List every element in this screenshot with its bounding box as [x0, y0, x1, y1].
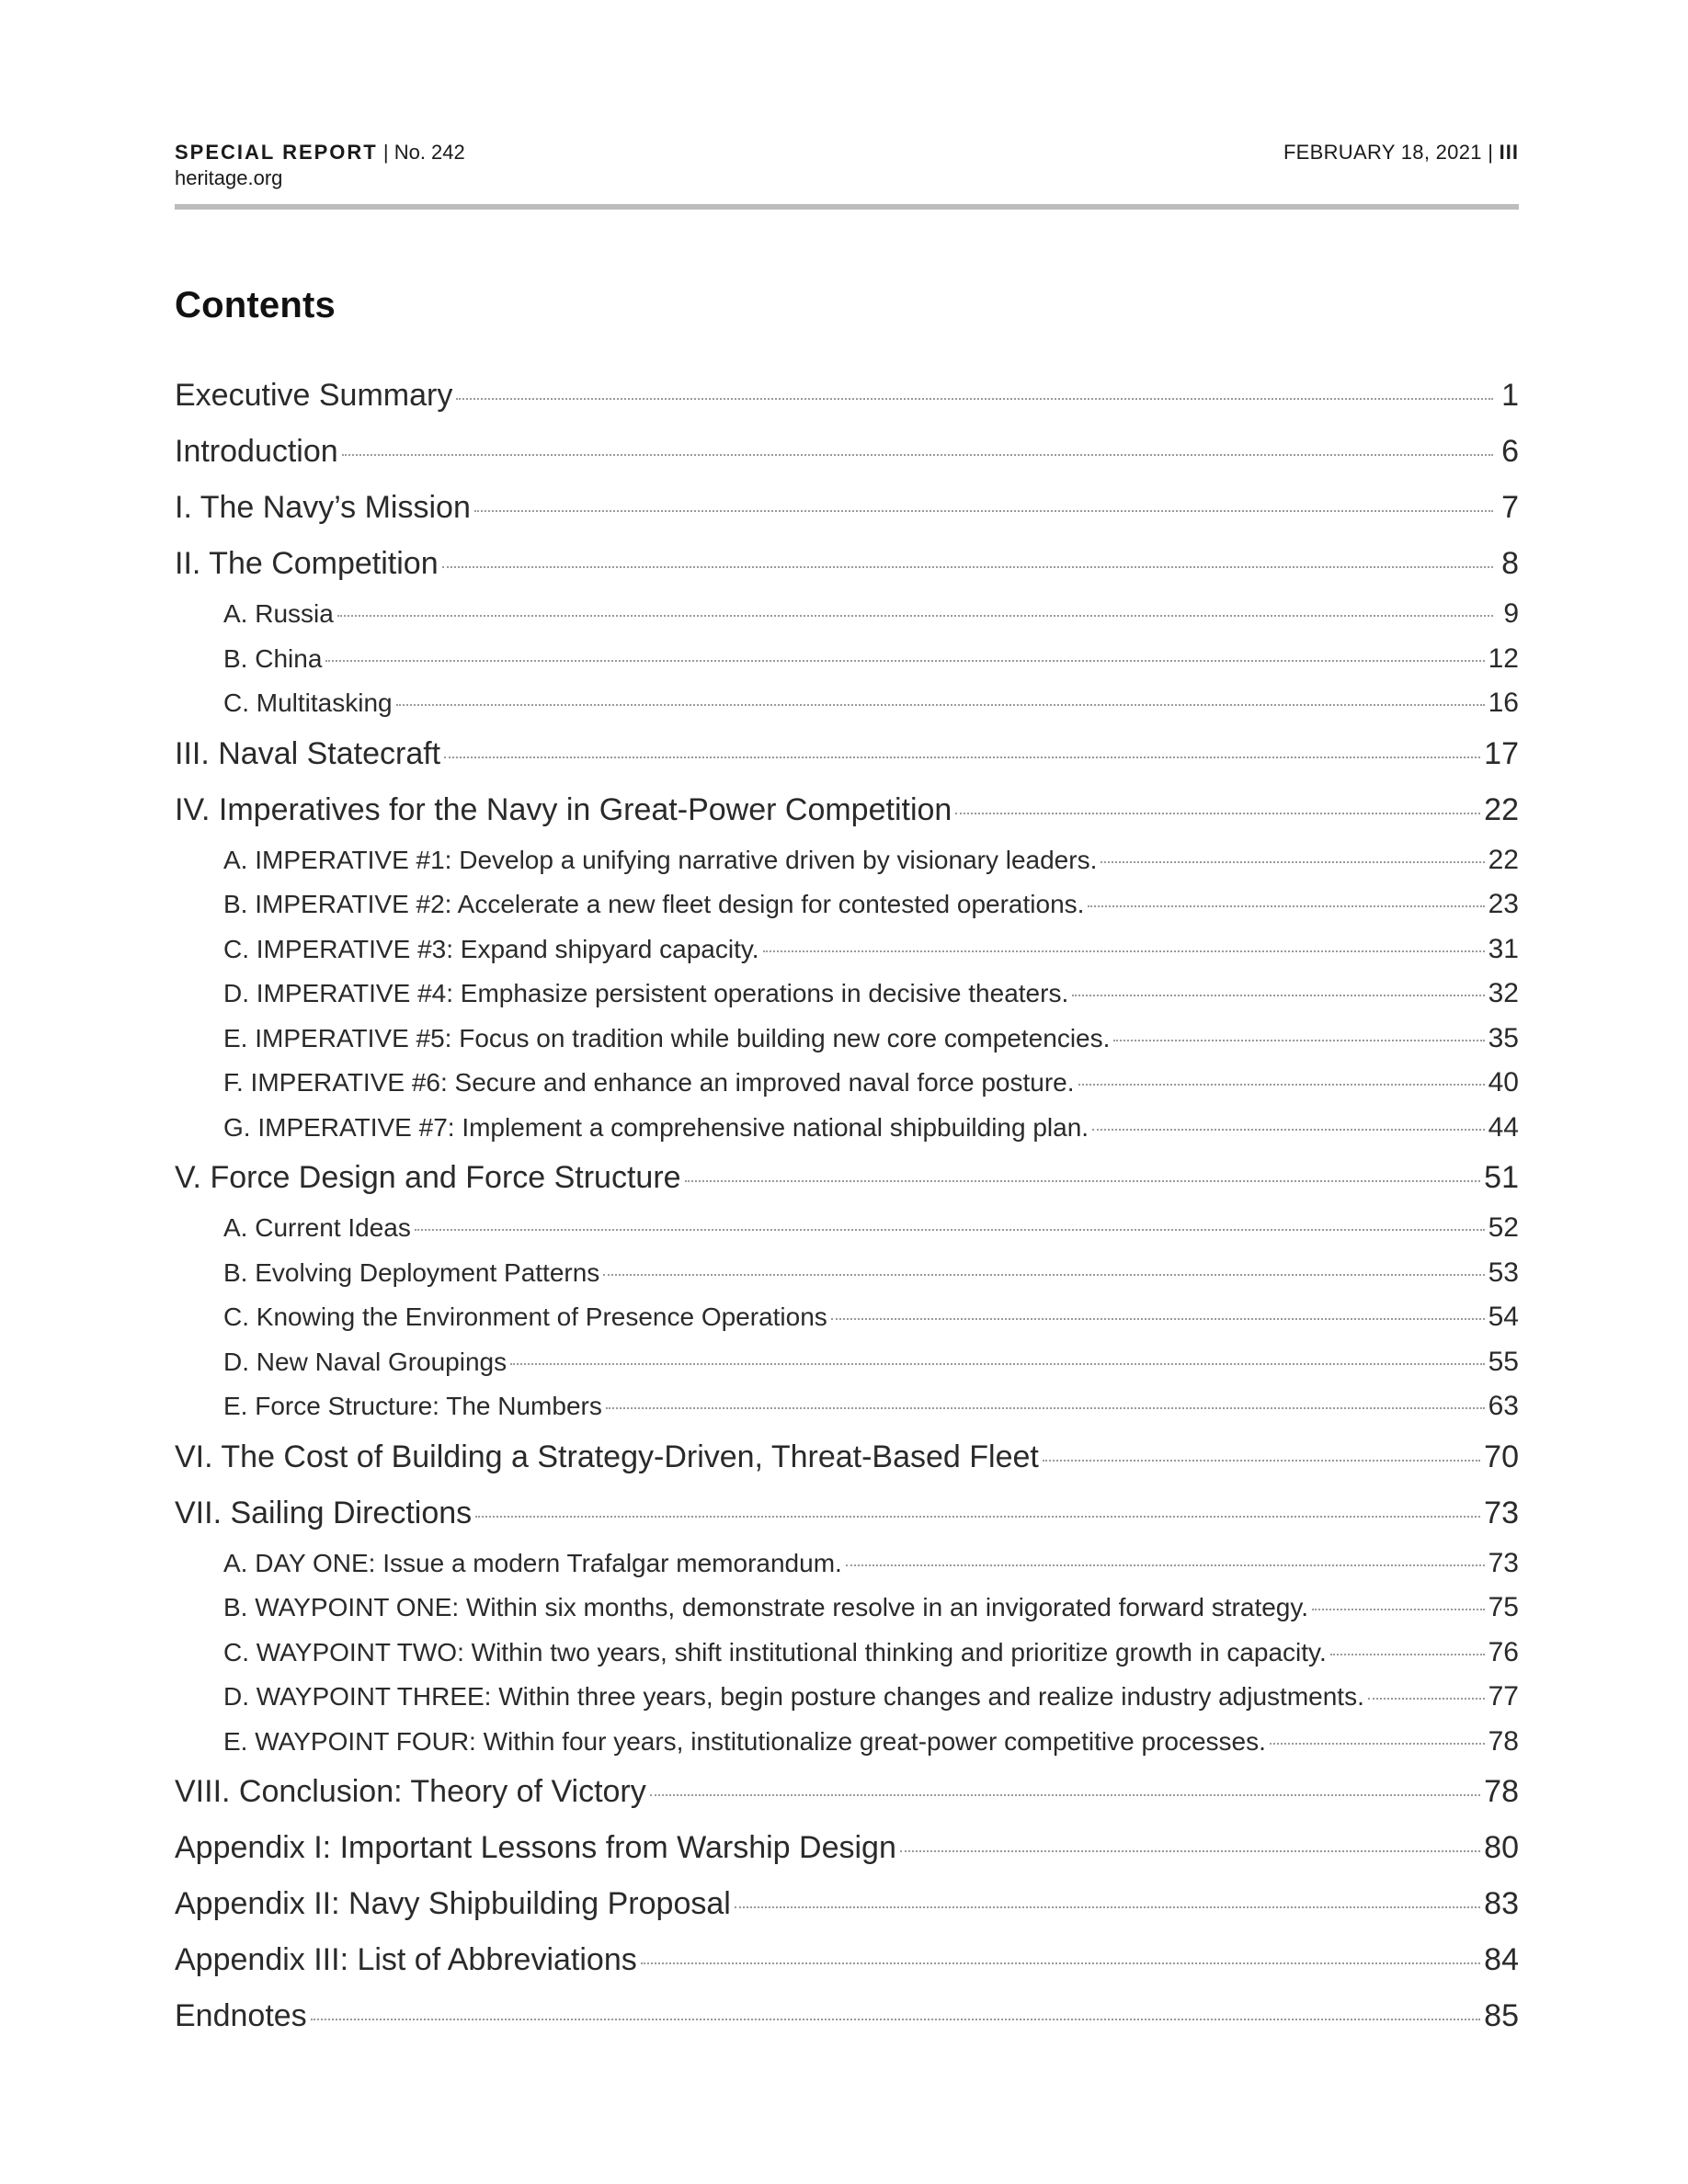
toc-entry-page-number: 1 [1501, 378, 1519, 413]
toc-section-entry[interactable] [175, 1150, 1519, 1206]
report-date: FEBRUARY 18, 2021 [1283, 141, 1482, 164]
toc-subsection-entry[interactable] [175, 637, 1519, 682]
toc-entry-page-number: 16 [1488, 688, 1519, 718]
dot-leader [1092, 1129, 1485, 1131]
dot-leader [1330, 1654, 1485, 1655]
toc-entry-page-number: 83 [1484, 1886, 1519, 1921]
toc-section-entry[interactable] [175, 368, 1519, 424]
toc-entry-label: Executive Summary [175, 378, 453, 413]
toc-entry-label: A. IMPERATIVE #1: Develop a unifying narrative driven by visionary leaders. [223, 845, 1098, 874]
toc-entry-label: E. IMPERATIVE #5: Focus on tradition while building new core competencies. [223, 1023, 1111, 1052]
dot-leader [415, 1229, 1485, 1231]
header-rule [175, 204, 1519, 210]
toc-entry-label: B. IMPERATIVE #2: Accelerate a new fleet design for contested operations. [223, 890, 1085, 918]
dot-leader [1078, 1084, 1485, 1086]
toc-entry-page-number: 73 [1488, 1547, 1519, 1578]
toc-entry-page-number: 51 [1484, 1160, 1519, 1195]
toc-entry-page-number: 32 [1488, 978, 1519, 1008]
dot-leader [1113, 1040, 1484, 1041]
dot-leader [1088, 905, 1484, 907]
document-page [175, 138, 1519, 2033]
toc-subsection-entry[interactable] [175, 1340, 1519, 1385]
toc-section-entry[interactable] [175, 536, 1519, 592]
toc-subsection-entry[interactable] [175, 1541, 1519, 1587]
toc-entry-page-number: 17 [1484, 735, 1519, 771]
toc-section-entry[interactable] [175, 726, 1519, 782]
toc-subsection-entry[interactable] [175, 1206, 1519, 1251]
toc-section-entry[interactable] [175, 782, 1519, 838]
toc-entry-label: D. New Naval Groupings [223, 1347, 508, 1376]
table-of-contents [175, 368, 1519, 2044]
toc-entry-label: A. DAY ONE: Issue a modern Trafalgar memorandum. [223, 1548, 842, 1577]
toc-entry-page-number: 31 [1488, 933, 1519, 964]
dot-leader [641, 1962, 1480, 1964]
toc-entry-label: VIII. Conclusion: Theory of Victory [175, 1774, 646, 1809]
toc-entry-page-number: 44 [1488, 1111, 1519, 1143]
dot-leader [606, 1407, 1485, 1409]
toc-entry-label: VI. The Cost of Building a Strategy-Driven, Threat-Based Fleet [175, 1439, 1039, 1474]
toc-entry-label: C. IMPERATIVE #3: Expand shipyard capacity. [223, 934, 759, 963]
toc-subsection-entry[interactable] [175, 681, 1519, 726]
toc-entry-label: Endnotes [175, 1998, 307, 2033]
toc-entry-label: D. IMPERATIVE #4: Emphasize persistent operations in decisive theaters. [223, 979, 1069, 1007]
dot-leader [1101, 861, 1484, 863]
toc-subsection-entry[interactable] [175, 882, 1519, 927]
toc-subsection-entry[interactable] [175, 1384, 1519, 1429]
toc-entry-page-number: 6 [1501, 434, 1519, 469]
toc-section-entry[interactable] [175, 1820, 1519, 1876]
toc-entry-label: A. Russia [223, 599, 334, 628]
dot-leader [342, 454, 1493, 456]
dot-leader [685, 1180, 1481, 1182]
toc-entry-label: B. China [223, 643, 323, 673]
dot-leader [1072, 995, 1484, 996]
toc-entry-label: C. Multitasking [223, 688, 393, 717]
dot-leader [337, 615, 1493, 617]
toc-entry-page-number: 22 [1484, 791, 1519, 827]
toc-entry-label: IV. Imperatives for the Navy in Great-Power Competition [175, 791, 952, 827]
toc-entry-page-number: 78 [1484, 1774, 1519, 1809]
toc-section-entry[interactable] [175, 1988, 1519, 2044]
toc-subsection-entry[interactable] [175, 1586, 1519, 1631]
toc-entry-label: Appendix II: Navy Shipbuilding Proposal [175, 1886, 731, 1921]
contents-title: Contents [175, 285, 336, 325]
toc-entry-page-number: 40 [1488, 1067, 1519, 1098]
toc-entry-page-number: 23 [1488, 889, 1519, 919]
toc-entry-page-number: 35 [1488, 1022, 1519, 1053]
toc-section-entry[interactable] [175, 1764, 1519, 1820]
dot-leader [1312, 1609, 1485, 1610]
dot-leader [1043, 1460, 1480, 1462]
dot-leader [474, 510, 1493, 512]
header-separator: | [382, 141, 394, 164]
toc-entry-page-number: 22 [1488, 844, 1519, 875]
toc-entry-label: C. Knowing the Environment of Presence Operations [223, 1302, 827, 1331]
toc-entry-label: II. The Competition [175, 546, 439, 581]
dot-leader [603, 1274, 1484, 1276]
toc-subsection-entry[interactable] [175, 927, 1519, 973]
toc-entry-page-number: 55 [1488, 1346, 1519, 1377]
toc-subsection-entry[interactable] [175, 1106, 1519, 1151]
toc-subsection-entry[interactable] [175, 838, 1519, 883]
dot-leader [763, 950, 1485, 952]
toc-entry-page-number: 12 [1488, 643, 1519, 674]
toc-subsection-entry[interactable] [175, 1631, 1519, 1676]
toc-subsection-entry[interactable] [175, 592, 1519, 637]
dot-leader [475, 1516, 1480, 1518]
toc-entry-page-number: 80 [1484, 1830, 1519, 1865]
toc-entry-page-number: 85 [1484, 1998, 1519, 2033]
toc-section-entry[interactable] [175, 1429, 1519, 1485]
header-left [175, 140, 465, 191]
dot-leader [735, 1906, 1480, 1908]
dot-leader [955, 813, 1480, 814]
toc-entry-label: G. IMPERATIVE #7: Implement a comprehensive national shipbuilding plan. [223, 1112, 1089, 1142]
toc-entry-page-number: 84 [1484, 1942, 1519, 1977]
header-right [1283, 140, 1519, 165]
toc-entry-page-number: 8 [1501, 546, 1519, 581]
website-link[interactable]: heritage.org [175, 166, 283, 189]
toc-entry-label: D. WAYPOINT THREE: Within three years, begin posture changes and realize industry adjustments. [223, 1682, 1364, 1711]
dot-leader [846, 1564, 1485, 1566]
dot-leader [1368, 1698, 1485, 1700]
toc-subsection-entry[interactable] [175, 1720, 1519, 1765]
dot-leader [442, 566, 1493, 568]
toc-subsection-entry[interactable] [175, 1295, 1519, 1340]
report-number: No. 242 [393, 141, 465, 164]
toc-entry-page-number: 63 [1488, 1391, 1519, 1421]
toc-subsection-entry[interactable] [175, 1251, 1519, 1296]
dot-leader [456, 398, 1493, 400]
dot-leader [325, 660, 1484, 662]
page-header [175, 138, 1519, 208]
toc-entry-label: VII. Sailing Directions [175, 1495, 473, 1530]
toc-entry-label: I. The Navy’s Mission [175, 490, 471, 525]
dot-leader [510, 1363, 1485, 1365]
dot-leader [396, 704, 1485, 706]
toc-entry-label: C. WAYPOINT TWO: Within two years, shift institutional thinking and prioritize growth in capacity. [223, 1637, 1327, 1666]
toc-section-entry[interactable] [175, 480, 1519, 536]
toc-entry-label: E. Force Structure: The Numbers [223, 1392, 602, 1420]
toc-entry-label: III. Naval Statecraft [175, 735, 441, 771]
toc-entry-label: A. Current Ideas [223, 1213, 411, 1242]
toc-entry-label: F. IMPERATIVE #6: Secure and enhance an improved naval force posture. [223, 1068, 1075, 1097]
toc-entry-label: V. Force Design and Force Structure [175, 1160, 681, 1195]
toc-section-entry[interactable] [175, 1932, 1519, 1988]
toc-subsection-entry[interactable] [175, 1061, 1519, 1106]
toc-entry-page-number: 54 [1488, 1302, 1519, 1332]
toc-subsection-entry[interactable] [175, 1675, 1519, 1720]
dot-leader [900, 1850, 1480, 1852]
header-separator: | [1488, 141, 1500, 164]
toc-subsection-entry[interactable] [175, 972, 1519, 1017]
dot-leader [444, 756, 1480, 758]
toc-entry-page-number: 75 [1488, 1592, 1519, 1622]
dot-leader [831, 1318, 1485, 1320]
toc-entry-page-number: 78 [1488, 1725, 1519, 1757]
dot-leader [1270, 1743, 1485, 1745]
toc-entry-page-number: 53 [1488, 1257, 1519, 1288]
report-label: SPECIAL REPORT [175, 141, 378, 164]
toc-entry-label: B. WAYPOINT ONE: Within six months, demonstrate resolve in an invigorated forward strategy. [223, 1593, 1309, 1621]
toc-entry-page-number: 7 [1501, 490, 1519, 525]
toc-entry-page-number: 9 [1503, 598, 1519, 629]
toc-section-entry[interactable] [175, 1485, 1519, 1541]
dot-leader [650, 1794, 1480, 1796]
toc-entry-label: Appendix III: List of Abbreviations [175, 1942, 637, 1977]
toc-entry-page-number: 52 [1488, 1212, 1519, 1243]
toc-subsection-entry[interactable] [175, 1017, 1519, 1062]
toc-entry-label: Introduction [175, 434, 338, 469]
dot-leader [311, 2019, 1481, 2020]
toc-section-entry[interactable] [175, 1876, 1519, 1932]
toc-entry-label: Appendix I: Important Lessons from Warship Design [175, 1830, 896, 1865]
page-number: III [1499, 141, 1519, 164]
toc-entry-page-number: 76 [1488, 1636, 1519, 1667]
toc-entry-page-number: 70 [1484, 1439, 1519, 1474]
toc-entry-page-number: 77 [1488, 1681, 1519, 1712]
toc-entry-label: E. WAYPOINT FOUR: Within four years, institutionalize great-power competitive processes. [223, 1726, 1266, 1756]
toc-entry-page-number: 73 [1484, 1495, 1519, 1530]
toc-section-entry[interactable] [175, 424, 1519, 480]
toc-entry-label: B. Evolving Deployment Patterns [223, 1257, 600, 1287]
